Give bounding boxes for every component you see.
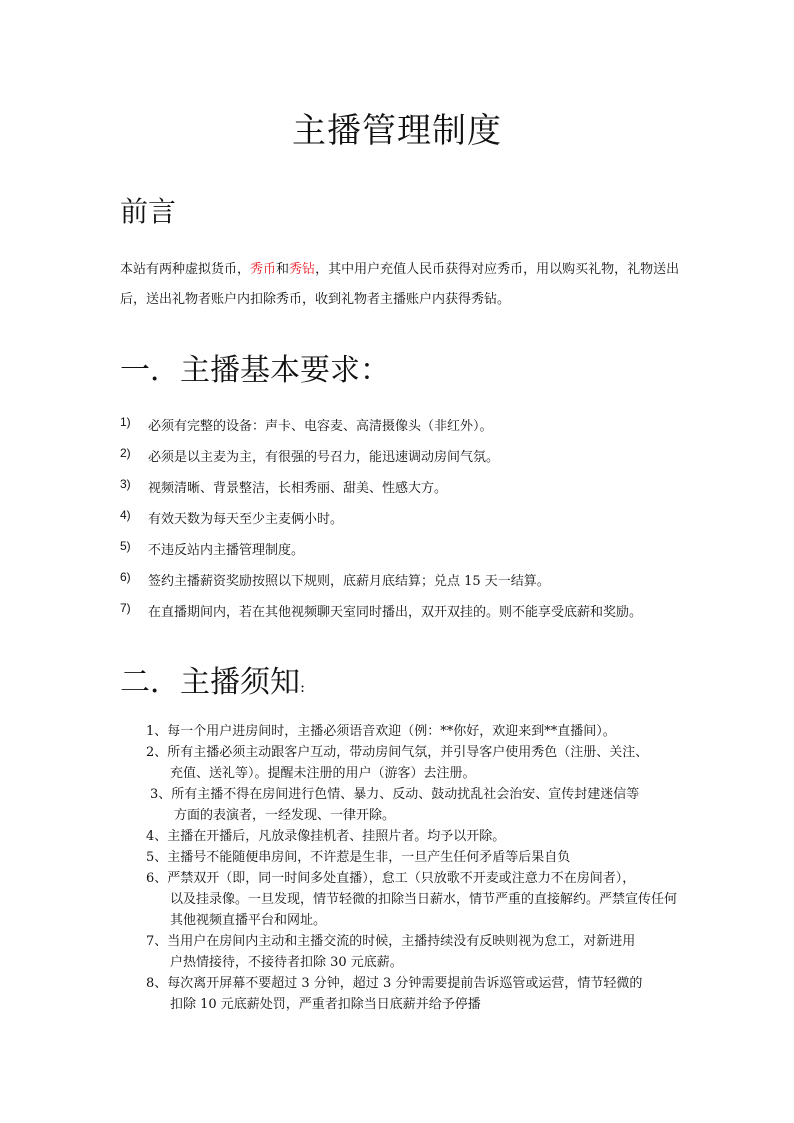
section1-heading: 一．主播基本要求： bbox=[120, 353, 390, 388]
list-item bbox=[120, 570, 690, 601]
rule-continuation: 以及挂录像。一旦发现，情节轻微的扣除当日薪水，情节严重的直接解约。严禁宣传任何其他视频直播平台和网址。 bbox=[170, 892, 678, 928]
rule-item bbox=[146, 721, 686, 742]
rule-line: 2、所有主播必须主动跟客户互动，带动房间气氛，并引导客户使用秀色（注册、关注、 bbox=[146, 745, 649, 760]
rule-line: 4、主播在开播后，凡放录像挂机者、挂照片者。均予以开除。 bbox=[146, 829, 506, 844]
term-xiubi: 秀币 bbox=[250, 262, 277, 277]
rule-continuation: 方面的表演者，一经发现、一律开除。 bbox=[174, 808, 396, 823]
item-number: 1) bbox=[120, 415, 131, 429]
term-xiuzuan: 秀钻 bbox=[289, 262, 316, 277]
list-item bbox=[120, 477, 690, 508]
requirements-list bbox=[120, 415, 690, 632]
list-item bbox=[120, 508, 690, 539]
item-number: 4) bbox=[120, 508, 131, 522]
section2-heading-text: 二．主播须知 bbox=[120, 665, 300, 700]
rule-item bbox=[146, 847, 686, 868]
preface-text-3: ，其中用户充值人民币获得对应秀币，用以购买礼物，礼物送出后，送出礼物者账户内扣除秀币，收到礼物者主播账户内获得秀钻。 bbox=[120, 262, 680, 307]
list-item bbox=[120, 446, 690, 477]
preface-text-1: 本站有两种虚拟货币， bbox=[120, 262, 251, 277]
rule-continuation: 充值、送礼等）。提醒未注册的用户（游客）去注册。 bbox=[170, 766, 476, 781]
section2-heading bbox=[120, 657, 305, 701]
list-item bbox=[120, 415, 690, 446]
item-text: 有效天数为每天至少主麦俩小时。 bbox=[148, 512, 344, 527]
item-text: 不违反站内主播管理制度。 bbox=[148, 543, 305, 558]
item-number: 7) bbox=[120, 601, 131, 615]
preface-heading: 前言 bbox=[120, 195, 177, 228]
rule-line: 1、每一个用户进房间时，主播必须语音欢迎（例：**你好，欢迎来到**直播间）。 bbox=[146, 724, 616, 739]
item-number: 3) bbox=[120, 477, 131, 491]
item-text: 视频清晰、背景整洁，长相秀丽、甜美、性感大方。 bbox=[148, 481, 448, 496]
rule-line: 8、每次离开屏幕不要超过 3 分钟，超过 3 分钟需要提前告诉巡管或运营，情节轻微的 bbox=[146, 976, 643, 991]
rule-continuation: 户热情接待，不接待者扣除 30 元底薪。 bbox=[170, 955, 403, 970]
item-number: 5) bbox=[120, 539, 131, 553]
item-text: 在直播期间内，若在其他视频聊天室同时播出，双开双挂的。则不能享受底薪和奖励。 bbox=[148, 605, 643, 620]
list-item bbox=[120, 539, 690, 570]
rule-continuation: 扣除 10 元底薪处罚，严重者扣除当日底薪并给予停播 bbox=[170, 997, 481, 1012]
item-text: 必须有完整的设备：声卡、电容麦、高清摄像头（非红外）。 bbox=[148, 419, 493, 434]
rule-line: 7、当用户在房间内主动和主播交流的时候，主播持续没有反映则视为怠工，对新进用 bbox=[146, 934, 636, 949]
preface-text-2: 和 bbox=[276, 262, 290, 277]
rule-item bbox=[146, 973, 686, 1015]
document-title: 主播管理制度 bbox=[292, 111, 502, 151]
rule-line: 5、主播号不能随便串房间，不许惹是生非，一旦产生任何矛盾等后果自负 bbox=[146, 850, 571, 865]
list-item bbox=[120, 601, 690, 632]
rule-item bbox=[146, 742, 686, 784]
item-number: 2) bbox=[120, 446, 131, 460]
rule-item bbox=[146, 868, 686, 931]
rules-list bbox=[146, 721, 686, 1015]
item-number: 6) bbox=[120, 570, 131, 584]
preface-paragraph bbox=[120, 255, 680, 315]
item-text: 签约主播薪资奖励按照以下规则，底薪月底结算；兑点 15 天一结算。 bbox=[148, 574, 550, 589]
section2-heading-suffix: : bbox=[300, 678, 306, 696]
rule-line: 3、所有主播不得在房间进行色情、暴力、反动、鼓动扰乱社会治安、宣传封建迷信等 bbox=[150, 787, 640, 802]
rule-item bbox=[150, 784, 686, 826]
rule-line: 6、严禁双开（即，同一时间多处直播），怠工（只放歌不开麦或注意力不在房间者）， bbox=[146, 871, 636, 886]
rule-item bbox=[146, 931, 686, 973]
rule-item bbox=[146, 826, 686, 847]
item-text: 必须是以主麦为主，有很强的号召力，能迅速调动房间气氛。 bbox=[148, 450, 500, 465]
